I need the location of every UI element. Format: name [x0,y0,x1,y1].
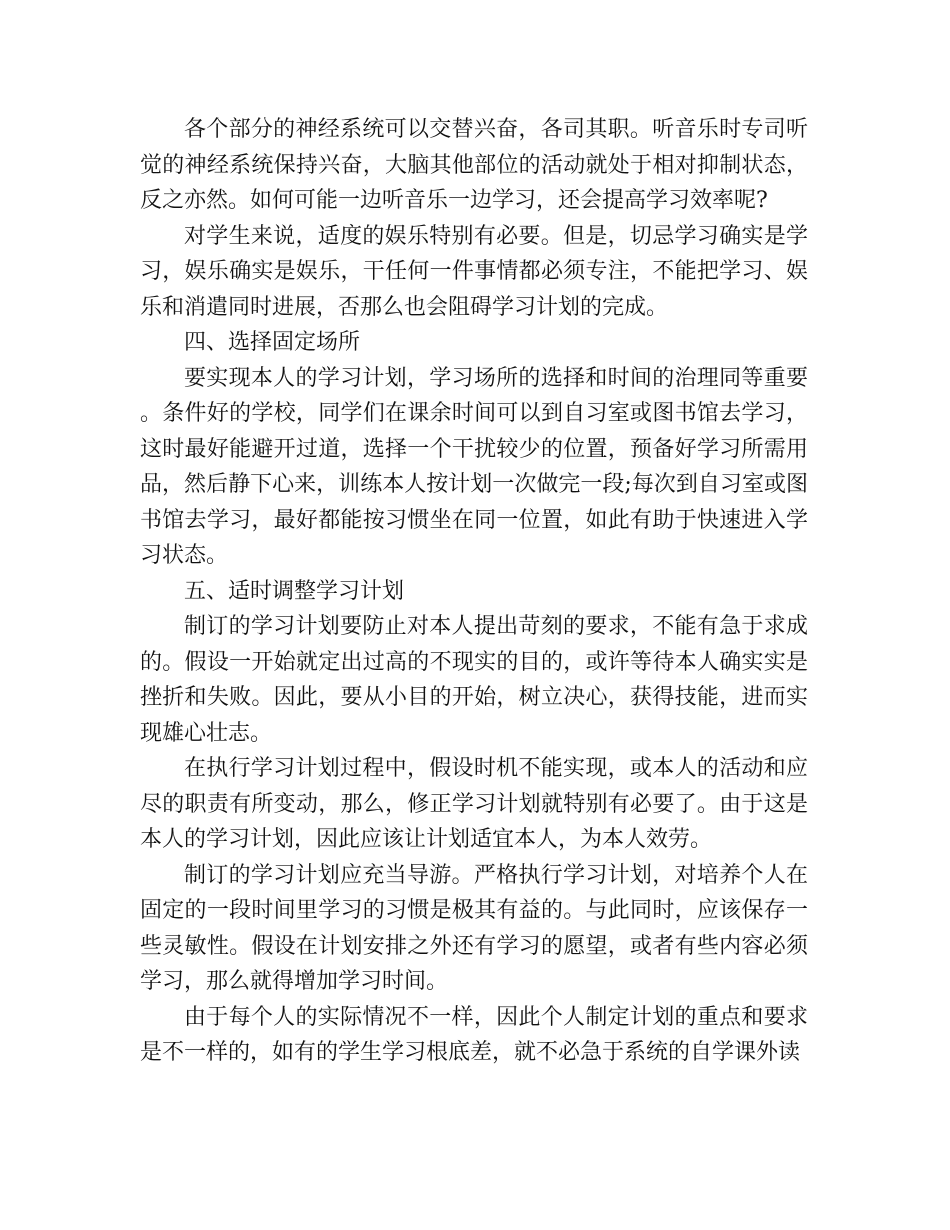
section-heading-fixed-place: 四、选择固定场所 [184,330,361,355]
paragraph-avoid-harsh-demands: 制订的学习计划要防止对本人提出苛刻的要求，不能有急于求成的。假设一开始就定出过高的不现实的目的，或许等待本人确实实是挫折和失败。因此，要从小目的开始，树立决心，获得技能，进而实现雄心壮志。 [140,614,808,746]
paragraph-revise-plan: 在执行学习计划过程中，假设时机不能实现，或本人的活动和应尽的职责有所变动，那么，修正学习计划就特别有必要了。由于这是本人的学习计划，因此应该让计划适宜本人，为本人效劳。 [140,756,808,852]
paragraph-study-location: 要实现本人的学习计划，学习场所的选择和时间的治理同等重要。条件好的学校，同学们在课余时间可以到自习室或图书馆去学习，这时最好能避开过道，选择一个干扰较少的位置，预备好学习所需用品，然后静下心来，训练本人按计划一次做完一段;每次到自习室或图书馆去学习，最好都能按习惯坐在同一位置，如此有助于快速进入学习状态。 [140,365,808,568]
paragraph-individual-differences: 由于每个人的实际情况不一样，因此个人制定计划的重点和要求是不一样的，如有的学生学习根底差，就不必急于系统的自学课外读 [140,1004,808,1065]
document-page [140,112,808,1071]
paragraph-moderate-entertainment: 对学生来说，适度的娱乐特别有必要。但是，切忌学习确实是学习，娱乐确实是娱乐，干任何一件事情都必须专注，不能把学习、娱乐和消遣同时进展，否那么也会阻碍学习计划的完成。 [140,223,808,320]
paragraph-plan-as-guide: 制订的学习计划应充当导游。严格执行学习计划，对培养个人在固定的一段时间里学习的习惯是极其有益的。与此同时，应该保存一些灵敏性。假设在计划安排之外还有学习的愿望，或者有些内容必须学习，那么就得增加学习时间。 [140,862,808,994]
section-heading-adjust-plan: 五、适时调整学习计划 [184,578,405,604]
paragraph-music-nervous-system: 各个部分的神经系统可以交替兴奋，各司其职。听音乐时专司听觉的神经系统保持兴奋，大脑其他部位的活动就处于相对抑制状态，反之亦然。如何可能一边听音乐一边学习，还会提高学习效率呢? [140,117,808,213]
